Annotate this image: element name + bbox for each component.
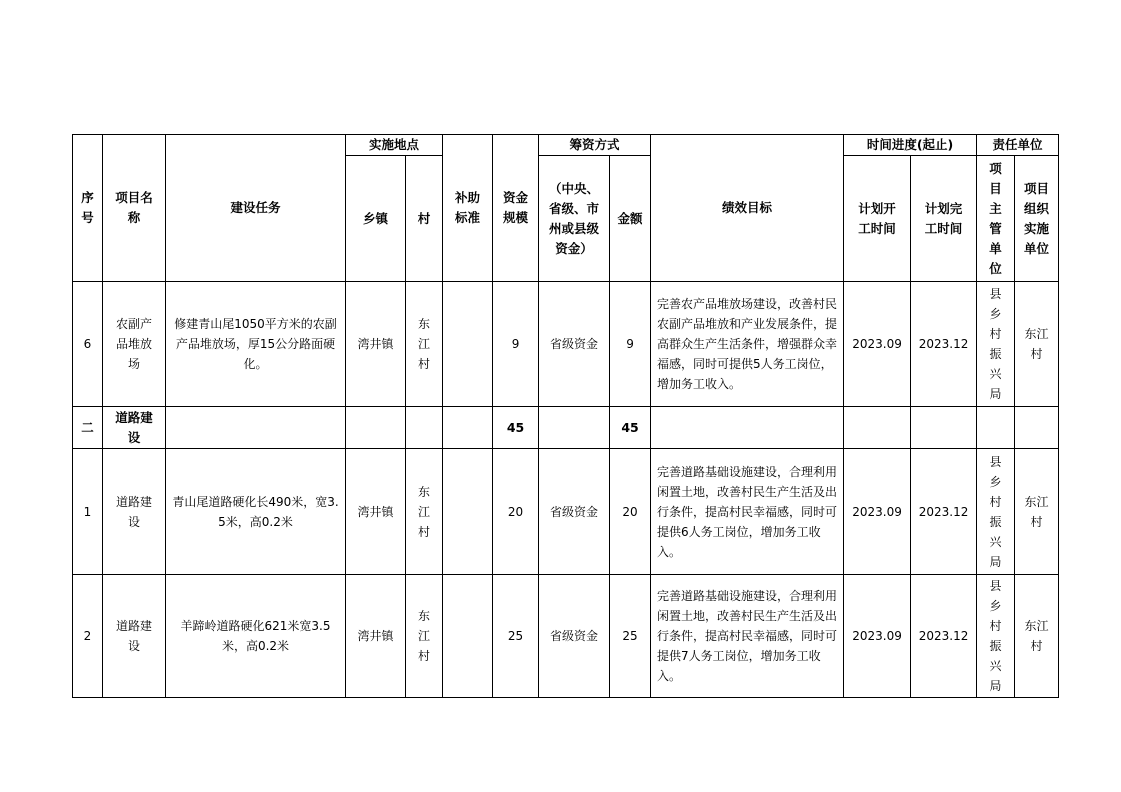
- cell-source: 省级资金: [539, 449, 610, 575]
- header-town: 乡镇: [346, 156, 406, 282]
- cell-amount: 20: [610, 449, 651, 575]
- cell-town: 湾井镇: [346, 575, 406, 698]
- cell-subsidy: [443, 282, 493, 407]
- cell-start: 2023.09: [844, 282, 911, 407]
- cell-name: 道路建设: [103, 575, 166, 698]
- cell-subsidy: [443, 449, 493, 575]
- cell-seq: 6: [73, 282, 103, 407]
- header-name: 项目名称: [103, 135, 166, 282]
- header-seq: 序号: [73, 135, 103, 282]
- cell-scale: 25: [493, 575, 539, 698]
- header-resp-dept: 项目主管单位: [977, 156, 1015, 282]
- cell-subsidy: [443, 575, 493, 698]
- header-task: 建设任务: [166, 135, 346, 282]
- cell-dept: 县乡村振兴局: [977, 282, 1015, 407]
- cell-village: 东江村: [406, 449, 443, 575]
- project-table: [72, 134, 1059, 698]
- cell-village: 东江村: [406, 282, 443, 407]
- cell-task: 修建青山尾1050平方米的农副产品堆放场，厚15公分路面硬化。: [166, 282, 346, 407]
- header-goal: 绩效目标: [651, 135, 844, 282]
- cell-impl: 东江村: [1015, 282, 1059, 407]
- table-row: [73, 575, 1059, 698]
- cell-task: 羊蹄岭道路硬化621米宽3.5米，高0.2米: [166, 575, 346, 698]
- section-name: 道路建设: [103, 407, 166, 449]
- cell-goal: 完善道路基础设施建设，合理利用闲置土地，改善村民生产生活及出行条件，提高村民幸福感，同时可提供6人务工岗位，增加务工收入。: [651, 449, 844, 575]
- header-end: 计划完工时间: [911, 156, 977, 282]
- cell-end: 2023.12: [911, 449, 977, 575]
- header-funding: 筹资方式: [539, 135, 651, 156]
- header-schedule: 时间进度(起止): [844, 135, 977, 156]
- cell-start: 2023.09: [844, 449, 911, 575]
- cell-village: 东江村: [406, 575, 443, 698]
- cell-start: 2023.09: [844, 575, 911, 698]
- table-row: [73, 449, 1059, 575]
- cell-goal: 完善农产品堆放场建设，改善村民农副产品堆放和产业发展条件，提高群众生产生活条件，增强群众幸福感，同时可提供5人务工岗位，增加务工收入。: [651, 282, 844, 407]
- cell-end: 2023.12: [911, 282, 977, 407]
- section-scale: 45: [493, 407, 539, 449]
- cell-town: 湾井镇: [346, 449, 406, 575]
- header-village: 村: [406, 156, 443, 282]
- cell-dept: 县乡村振兴局: [977, 575, 1015, 698]
- cell-name: 道路建设: [103, 449, 166, 575]
- cell-scale: 20: [493, 449, 539, 575]
- cell-name: 农副产品堆放场: [103, 282, 166, 407]
- cell-source: 省级资金: [539, 282, 610, 407]
- cell-impl: 东江村: [1015, 449, 1059, 575]
- header-subsidy: 补助标准: [443, 135, 493, 282]
- cell-town: 湾井镇: [346, 282, 406, 407]
- cell-end: 2023.12: [911, 575, 977, 698]
- cell-amount: 25: [610, 575, 651, 698]
- header-amount: 金额: [610, 156, 651, 282]
- header-start: 计划开工时间: [844, 156, 911, 282]
- cell-amount: 9: [610, 282, 651, 407]
- cell-goal: 完善道路基础设施建设，合理利用闲置土地，改善村民生产生活及出行条件，提高村民幸福感，同时可提供7人务工岗位，增加务工收入。: [651, 575, 844, 698]
- section-row: [73, 407, 1059, 449]
- cell-task: 青山尾道路硬化长490米，宽3.5米，高0.2米: [166, 449, 346, 575]
- cell-seq: 1: [73, 449, 103, 575]
- header-resp-impl: 项目组织实施单位: [1015, 156, 1059, 282]
- cell-impl: 东江村: [1015, 575, 1059, 698]
- header-location: 实施地点: [346, 135, 443, 156]
- cell-dept: 县乡村振兴局: [977, 449, 1015, 575]
- header-resp: 责任单位: [977, 135, 1059, 156]
- table-row: [73, 282, 1059, 407]
- section-amount: 45: [610, 407, 651, 449]
- header-scale: 资金规模: [493, 135, 539, 282]
- cell-scale: 9: [493, 282, 539, 407]
- cell-source: 省级资金: [539, 575, 610, 698]
- header-fund-source: （中央、省级、市州或县级资金）: [539, 156, 610, 282]
- cell-seq: 2: [73, 575, 103, 698]
- section-seq: 二: [73, 407, 103, 449]
